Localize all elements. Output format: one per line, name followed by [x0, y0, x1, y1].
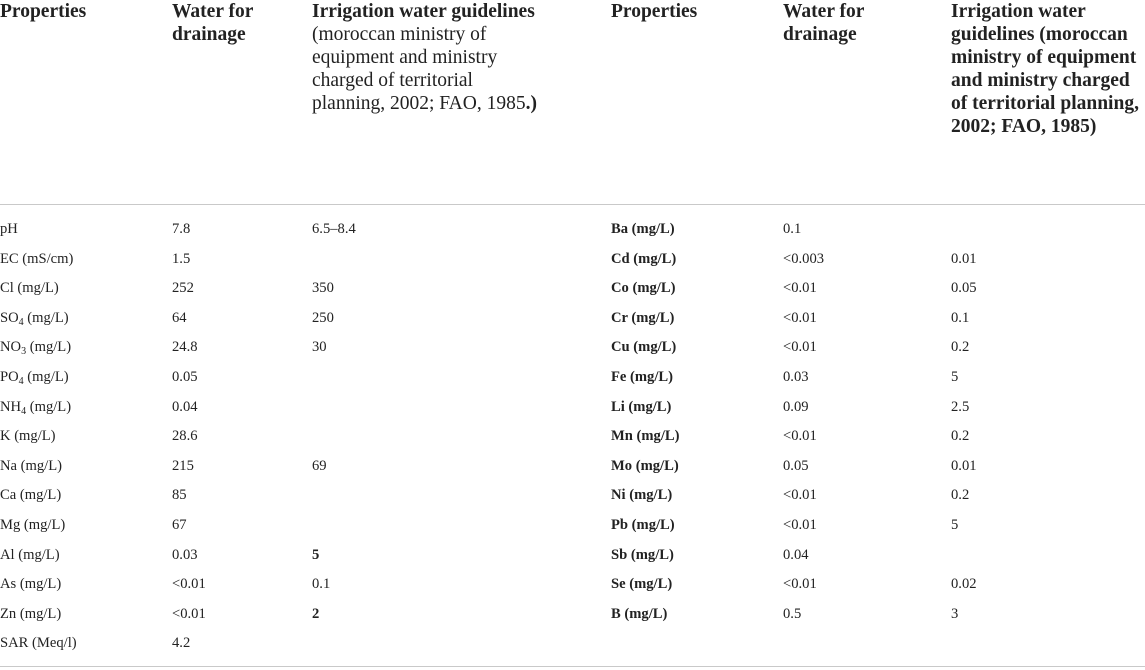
property-name: Cl (mg/L) — [0, 280, 59, 297]
property-name: pH — [0, 221, 18, 237]
guideline-value: 5 — [951, 369, 959, 385]
property-name: $SO_4$ (mg/L) — [0, 309, 69, 328]
property-name: Se (mg/L) — [611, 576, 673, 593]
guideline-value: 3 — [951, 605, 959, 622]
property-name: Li (mg/L) — [611, 398, 672, 415]
water-value: 0.03 — [783, 369, 809, 385]
water-value: 85 — [172, 487, 187, 504]
water-value: 7.8 — [172, 221, 191, 237]
water-value: <0.003 — [783, 250, 825, 267]
water-value: <0.01 — [172, 576, 206, 593]
property-name: SAR (Meq/l) — [0, 635, 77, 652]
table-row — [611, 481, 1145, 511]
property-name: Co (mg/L) — [611, 280, 676, 297]
guideline-value: 0.2 — [951, 339, 970, 356]
property-name: Ca (mg/L) — [0, 487, 62, 504]
property-name: Mg (mg/L) — [0, 517, 66, 533]
property-name: Cr (mg/L) — [611, 309, 675, 326]
water-value: 28.6 — [172, 428, 198, 445]
water-value: 24.8 — [172, 339, 198, 356]
guideline-value: 0.1 — [312, 576, 331, 593]
guideline-value: 0.1 — [951, 309, 970, 326]
table-row — [611, 274, 1145, 304]
table-row — [611, 511, 1145, 541]
property-name: Cd (mg/L) — [611, 250, 677, 267]
property-name: $PO_4$ (mg/L) — [0, 369, 69, 387]
table-row — [611, 422, 1145, 452]
water-value: 4.2 — [172, 635, 191, 652]
guideline-value: 2.5 — [951, 398, 970, 415]
table-row — [0, 629, 1145, 659]
table-row — [611, 363, 1145, 393]
guideline-value: 350 — [312, 280, 334, 297]
header-guidelines-right: Irrigation water guidelines (moroccan ministry of equipment and ministry charged of territorial planning, 2002; FAO, 1985) — [951, 1, 1139, 137]
water-value: 0.1 — [783, 221, 802, 237]
water-value: 0.5 — [783, 605, 802, 622]
water-value: <0.01 — [783, 517, 817, 533]
water-value: 252 — [172, 280, 194, 297]
guideline-value: 0.2 — [951, 428, 970, 445]
water-value: 0.04 — [783, 546, 809, 563]
header-water-right: Water for drainage — [783, 1, 865, 45]
guideline-value: 69 — [312, 457, 327, 474]
guideline-value: 0.05 — [951, 280, 977, 297]
property-name: Sb (mg/L) — [611, 546, 674, 563]
property-name: Fe (mg/L) — [611, 369, 674, 385]
table-row — [611, 600, 1145, 630]
water-value: <0.01 — [783, 339, 817, 356]
guideline-value: 0.02 — [951, 576, 977, 593]
property-name: Mo (mg/L) — [611, 457, 679, 474]
table-row — [611, 570, 1145, 600]
property-name: Al (mg/L) — [0, 546, 60, 563]
table-row — [611, 304, 1145, 334]
water-value: 67 — [172, 517, 187, 533]
property-name: Mn (mg/L) — [611, 428, 680, 445]
table-row — [611, 541, 1145, 571]
property-name: K (mg/L) — [0, 428, 56, 445]
water-value: 215 — [172, 457, 194, 474]
property-name: Ni (mg/L) — [611, 487, 673, 504]
guideline-value: 250 — [312, 309, 334, 326]
water-value: <0.01 — [783, 280, 817, 297]
property-name: $NO_3$ (mg/L) — [0, 339, 72, 358]
property-name: Na (mg/L) — [0, 457, 63, 474]
property-name: EC (mS/cm) — [0, 250, 74, 267]
water-value: <0.01 — [172, 605, 206, 622]
table-row — [611, 245, 1145, 275]
table-row — [611, 452, 1145, 482]
property-name: Ba (mg/L) — [611, 221, 675, 237]
header-properties-right: Properties — [611, 1, 698, 22]
water-value: <0.01 — [783, 309, 817, 326]
water-value: <0.01 — [783, 487, 817, 504]
guideline-value: 0.2 — [951, 487, 970, 504]
property-name: $NH_4$ (mg/L) — [0, 398, 72, 417]
water-value: <0.01 — [783, 576, 817, 593]
header-guidelines-left: Irrigation water guidelines (moroccan ministry of equipment and ministry charged of territorial planning, 2002; FAO, 1985.) — [312, 1, 537, 114]
guideline-value: 0.01 — [951, 250, 977, 267]
water-value: 1.5 — [172, 250, 191, 267]
header-divider — [0, 204, 1145, 205]
water-value: 0.05 — [172, 369, 198, 385]
guideline-value: 2 — [312, 605, 320, 622]
table-row — [611, 393, 1145, 423]
table-bottom-rule — [0, 666, 1145, 667]
water-value: 0.05 — [783, 457, 809, 474]
guideline-value: 30 — [312, 339, 327, 356]
header-water-left: Water for drainage — [172, 1, 254, 45]
property-name: Zn (mg/L) — [0, 605, 62, 622]
table-row — [611, 333, 1145, 363]
property-name: B (mg/L) — [611, 605, 668, 622]
guideline-value: 5 — [312, 546, 320, 563]
water-value: 0.09 — [783, 398, 809, 415]
guideline-value: 5 — [951, 517, 959, 533]
property-name: As (mg/L) — [0, 576, 62, 593]
water-value: 0.04 — [172, 398, 198, 415]
property-name: Pb (mg/L) — [611, 517, 675, 533]
water-value: 64 — [172, 309, 187, 326]
water-value: 0.03 — [172, 546, 198, 563]
guideline-value: 6.5–8.4 — [312, 221, 356, 237]
guideline-value: 0.01 — [951, 457, 977, 474]
water-value: <0.01 — [783, 428, 817, 445]
table-row — [611, 215, 1145, 245]
header-properties-left: Properties — [0, 1, 87, 22]
property-name: Cu (mg/L) — [611, 339, 677, 356]
